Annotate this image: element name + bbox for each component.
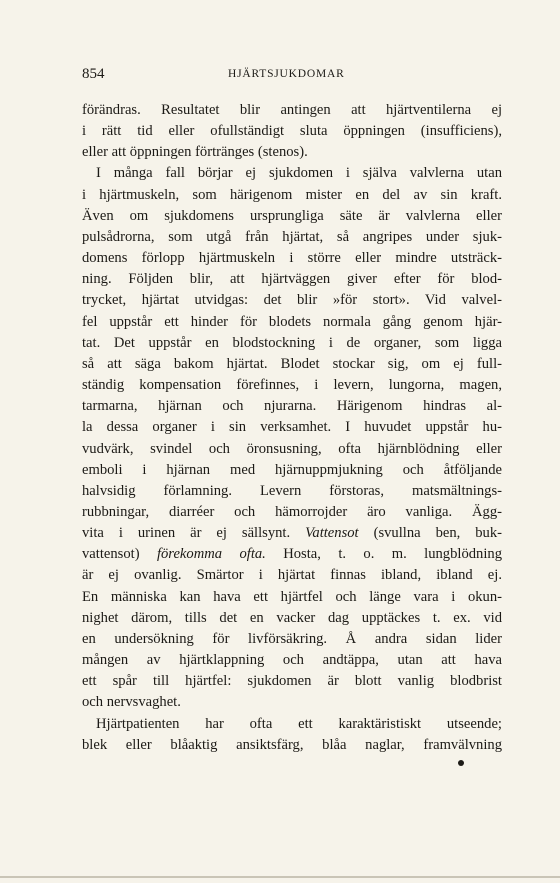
- text-line: är ej ovanlig. Smärtor i hjärtat finnas ibland, ibland ej.: [82, 567, 502, 584]
- text-line: ett spår till hjärtfel: sjukdomen är blott vanlig blodbrist: [82, 673, 502, 690]
- text-line: mången av hjärtklappning och andtäppa, utan att hava: [82, 652, 502, 669]
- text-line-mixed: [82, 523, 502, 544]
- text-line: ständig kompensation förefinnes, i levern, lungorna, magen,: [82, 377, 502, 394]
- text-line-mixed: [82, 544, 502, 565]
- page-number: 854: [82, 66, 105, 82]
- text-segment: vattensot): [82, 546, 157, 563]
- text-line: nighet därom, tills det en vacker dag upptäckes t. ex. vid: [82, 609, 502, 626]
- text-segment: (svullna ben, buk-: [358, 525, 502, 542]
- text-line: rubbningar, diarréer och hämorrojder äro vanliga. Ägg-: [82, 503, 502, 520]
- text-line: la dessa organer i sin verksamhet. I huvudet uppstår hu-: [82, 419, 502, 436]
- text-line: En människa kan hava ett hjärtfel och länge vara i okun-: [82, 588, 502, 605]
- text-line: i hjärtmuskeln, som härigenom mister en del av sin kraft.: [82, 186, 502, 203]
- italic-segment: Vattensot: [305, 525, 359, 542]
- text-line: förändras. Resultatet blir antingen att hjärtventilerna ej: [82, 102, 502, 118]
- page-header: [82, 66, 502, 86]
- text-line: så att säga bakom hjärtat. Blodet stockar sig, om ej full-: [82, 355, 502, 372]
- text-line: tat. Det uppstår en blodstockning i de organer, som ligga: [82, 334, 502, 351]
- text-line: vudvärk, svindel och öronsusning, ofta hjärnblödning eller: [82, 440, 502, 457]
- text-line: I många fall börjar ej sjukdomen i själva valvlerna utan: [96, 165, 502, 182]
- text-segment: Hosta, t. o. m. lungblödning: [265, 546, 502, 563]
- body-text: [82, 100, 502, 756]
- text-line: blek eller blåaktig ansiktsfärg, blåa naglar, framvälvning: [82, 736, 502, 753]
- text-line: Även om sjukdomens ursprungliga säte är valvlerna eller: [82, 207, 502, 224]
- text-line: tarmarna, hjärnan och njurarna. Härigenom hindras al-: [82, 398, 502, 415]
- text-line: en undersökning för livförsäkring. Å andra sidan lider: [82, 630, 502, 647]
- text-line: ning. Följden blir, att hjärtväggen giver efter för blod-: [82, 271, 502, 288]
- text-line: halvsidig förlamning. Levern förstoras, matsmältnings-: [82, 482, 502, 499]
- text-line: emboli i hjärnan med hjärnuppmjukning och åtföljande: [82, 461, 502, 478]
- ink-mark: [458, 760, 464, 766]
- text-line: fel uppstår ett hinder för blodets normala gång genom hjär-: [82, 313, 502, 330]
- text-segment: vita i urinen är ej sällsynt.: [82, 525, 291, 542]
- italic-segment: förekomma ofta.: [156, 546, 266, 563]
- running-head: HJÄRTSJUKDOMAR: [228, 68, 345, 80]
- text-line: domens förlopp hjärtmuskeln i större eller mindre utsträck-: [82, 250, 502, 267]
- text-line: trycket, hjärtat utvidgas: det blir »för stort». Vid valvel-: [82, 292, 502, 309]
- text-line: eller att öppningen förtränges (stenos).: [82, 144, 308, 161]
- text-line: och nervsvaghet.: [82, 694, 181, 711]
- text-line: i rätt tid eller ofullständigt sluta öppningen (insufficiens),: [82, 123, 502, 140]
- text-line: pulsådrorna, som utgå från hjärtat, så angripes under sjuk-: [82, 228, 502, 245]
- page-edge: [0, 876, 560, 878]
- text-line: Hjärtpatienten har ofta ett karaktäristiskt utseende;: [96, 715, 502, 732]
